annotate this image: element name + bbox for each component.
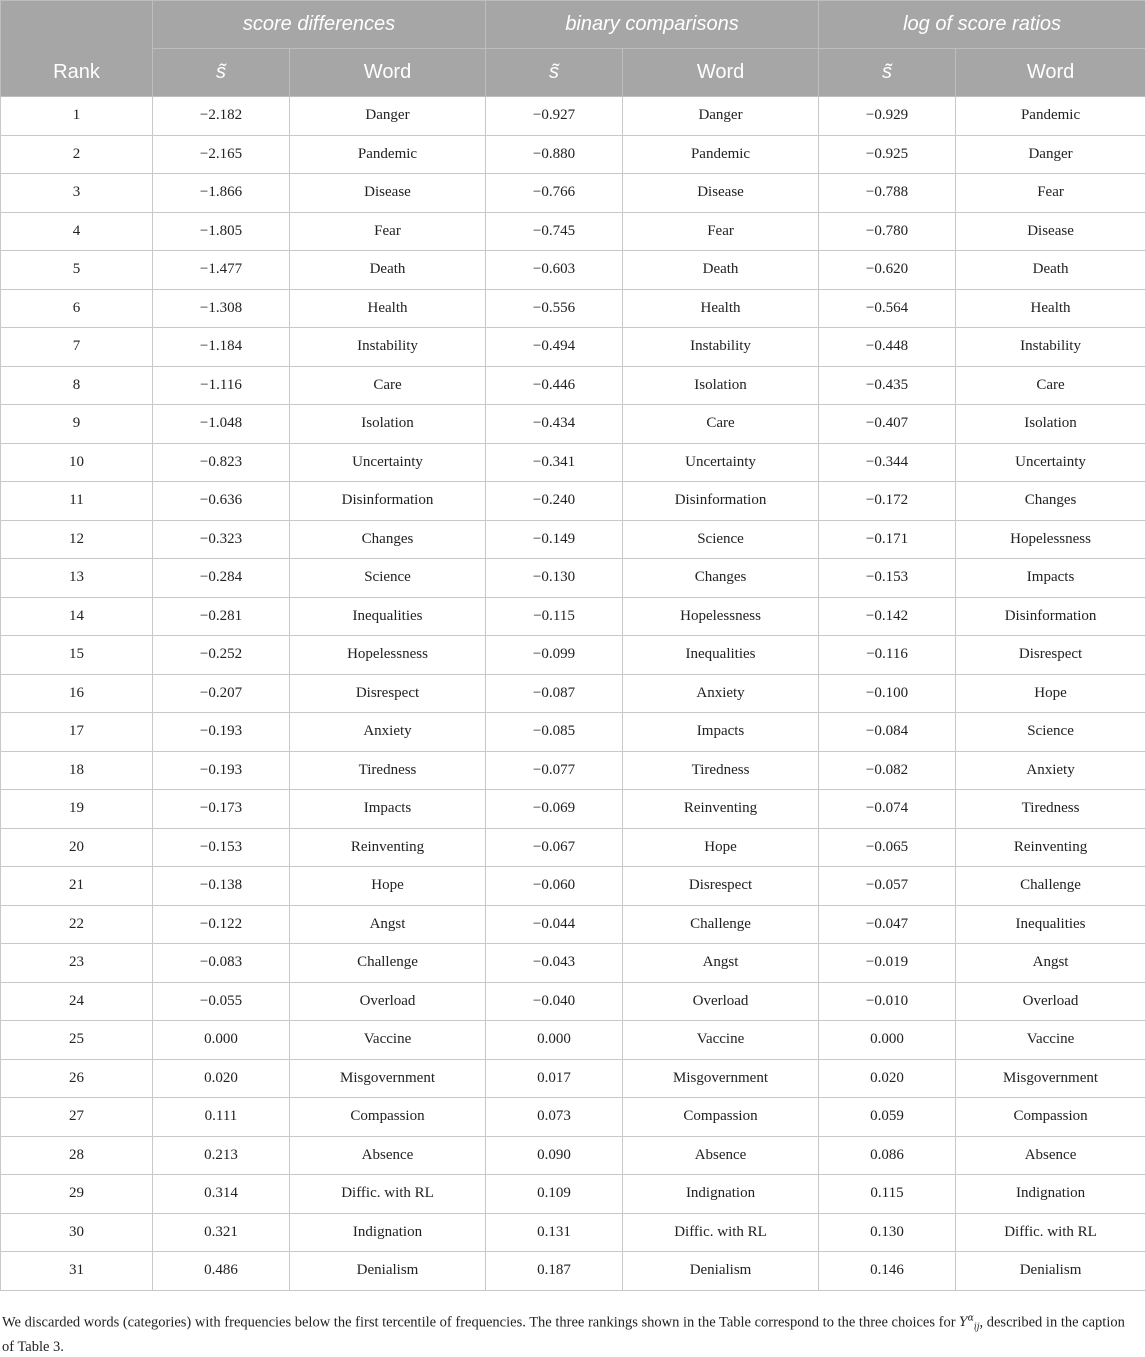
table-row — [1, 251, 1145, 290]
binary-value: −0.085 — [486, 713, 623, 752]
rank-cell: 18 — [1, 751, 153, 790]
rank-cell: 19 — [1, 790, 153, 829]
score-diff-word: Tiredness — [290, 751, 486, 790]
table-row — [1, 135, 1145, 174]
log-ratio-word: Fear — [956, 174, 1145, 213]
binary-word: Isolation — [623, 366, 819, 405]
score-diff-word: Disinformation — [290, 482, 486, 521]
log-ratio-value: 0.130 — [819, 1213, 956, 1252]
rank-cell: 26 — [1, 1059, 153, 1098]
log-ratio-word: Isolation — [956, 405, 1145, 444]
log-ratio-word: Danger — [956, 135, 1145, 174]
rank-cell: 3 — [1, 174, 153, 213]
binary-word: Anxiety — [623, 674, 819, 713]
log-ratio-value: −0.344 — [819, 443, 956, 482]
binary-value: −0.087 — [486, 674, 623, 713]
score-diff-word: Impacts — [290, 790, 486, 829]
table-row — [1, 289, 1145, 328]
binary-value: −0.115 — [486, 597, 623, 636]
log-ratio-word: Science — [956, 713, 1145, 752]
rank-cell: 9 — [1, 405, 153, 444]
binary-word: Care — [623, 405, 819, 444]
log-ratio-value: 0.020 — [819, 1059, 956, 1098]
log-ratio-value: −0.100 — [819, 674, 956, 713]
log-ratio-value: −0.082 — [819, 751, 956, 790]
score-diff-word: Disease — [290, 174, 486, 213]
log-ratio-value: −0.620 — [819, 251, 956, 290]
table-row — [1, 982, 1145, 1021]
table-row — [1, 867, 1145, 906]
footnote-text-start: We discarded words (categories) with frequencies below the first tercentile of frequencies. The three rankings shown in the Table correspond to the three choices for — [2, 1314, 959, 1330]
score-diff-value: −1.308 — [153, 289, 290, 328]
binary-word: Danger — [623, 97, 819, 136]
log-ratio-word: Inequalities — [956, 905, 1145, 944]
score-diff-value: −2.165 — [153, 135, 290, 174]
score-diff-word: Science — [290, 559, 486, 598]
log-ratio-value: −0.435 — [819, 366, 956, 405]
log-ratio-word: Health — [956, 289, 1145, 328]
binary-value: −0.044 — [486, 905, 623, 944]
log-ratio-value: −0.788 — [819, 174, 956, 213]
rank-cell: 23 — [1, 944, 153, 983]
header-corner — [1, 1, 153, 49]
binary-word: Reinventing — [623, 790, 819, 829]
binary-word: Fear — [623, 212, 819, 251]
score-diff-word: Angst — [290, 905, 486, 944]
score-column-header: s̃ — [153, 49, 290, 97]
table-row — [1, 328, 1145, 367]
word-column-header: Word — [956, 49, 1145, 97]
rank-cell: 27 — [1, 1098, 153, 1137]
log-ratio-word: Impacts — [956, 559, 1145, 598]
binary-value: −0.099 — [486, 636, 623, 675]
table-row — [1, 828, 1145, 867]
log-ratio-word: Angst — [956, 944, 1145, 983]
log-ratio-value: −0.153 — [819, 559, 956, 598]
binary-word: Disease — [623, 174, 819, 213]
score-diff-word: Overload — [290, 982, 486, 1021]
score-diff-word: Isolation — [290, 405, 486, 444]
table-row — [1, 597, 1145, 636]
binary-value: −0.060 — [486, 867, 623, 906]
math-symbol-superscript: α — [968, 1314, 974, 1324]
score-diff-word: Compassion — [290, 1098, 486, 1137]
log-ratio-value: 0.115 — [819, 1175, 956, 1214]
score-diff-value: −0.823 — [153, 443, 290, 482]
binary-word: Pandemic — [623, 135, 819, 174]
log-ratio-value: −0.047 — [819, 905, 956, 944]
score-diff-word: Challenge — [290, 944, 486, 983]
score-diff-word: Instability — [290, 328, 486, 367]
score-diff-word: Diffic. with RL — [290, 1175, 486, 1214]
log-ratio-word: Disease — [956, 212, 1145, 251]
table-row — [1, 1213, 1145, 1252]
binary-value: −0.927 — [486, 97, 623, 136]
table-row — [1, 212, 1145, 251]
log-ratio-word: Care — [956, 366, 1145, 405]
score-diff-value: −0.284 — [153, 559, 290, 598]
table-body — [1, 97, 1145, 1291]
binary-word: Diffic. with RL — [623, 1213, 819, 1252]
rank-cell: 11 — [1, 482, 153, 521]
binary-word: Health — [623, 289, 819, 328]
rank-column-header: Rank — [1, 49, 153, 97]
math-symbol-subscript: ij — [974, 1322, 980, 1332]
group-header-row — [1, 1, 1145, 49]
score-diff-value: 0.111 — [153, 1098, 290, 1137]
score-diff-value: 0.314 — [153, 1175, 290, 1214]
score-diff-value: 0.321 — [153, 1213, 290, 1252]
log-ratio-word: Death — [956, 251, 1145, 290]
rank-cell: 30 — [1, 1213, 153, 1252]
log-ratio-word: Tiredness — [956, 790, 1145, 829]
word-column-header: Word — [623, 49, 819, 97]
score-diff-word: Care — [290, 366, 486, 405]
score-diff-word: Danger — [290, 97, 486, 136]
binary-word: Inequalities — [623, 636, 819, 675]
binary-word: Death — [623, 251, 819, 290]
binary-value: −0.149 — [486, 520, 623, 559]
binary-value: 0.131 — [486, 1213, 623, 1252]
binary-value: −0.130 — [486, 559, 623, 598]
binary-word: Angst — [623, 944, 819, 983]
score-diff-value: 0.020 — [153, 1059, 290, 1098]
score-diff-word: Death — [290, 251, 486, 290]
log-ratio-word: Disrespect — [956, 636, 1145, 675]
binary-word: Indignation — [623, 1175, 819, 1214]
binary-word: Hope — [623, 828, 819, 867]
rank-cell: 2 — [1, 135, 153, 174]
log-ratio-value: −0.142 — [819, 597, 956, 636]
binary-value: −0.434 — [486, 405, 623, 444]
log-ratio-value: −0.929 — [819, 97, 956, 136]
score-diff-value: 0.000 — [153, 1021, 290, 1060]
binary-word: Hopelessness — [623, 597, 819, 636]
footnote-text-end: , described in the caption of Table 3. — [2, 1314, 1125, 1356]
table-row — [1, 944, 1145, 983]
rank-cell: 22 — [1, 905, 153, 944]
log-ratio-value: −0.084 — [819, 713, 956, 752]
score-diff-value: −0.281 — [153, 597, 290, 636]
table-row — [1, 174, 1145, 213]
log-ratio-value: 0.146 — [819, 1252, 956, 1291]
table-footnote — [2, 1309, 1140, 1357]
log-ratio-word: Reinventing — [956, 828, 1145, 867]
binary-word: Impacts — [623, 713, 819, 752]
score-diff-word: Vaccine — [290, 1021, 486, 1060]
rank-cell: 7 — [1, 328, 153, 367]
rank-cell: 8 — [1, 366, 153, 405]
log-ratio-word: Instability — [956, 328, 1145, 367]
score-diff-word: Changes — [290, 520, 486, 559]
binary-value: −0.880 — [486, 135, 623, 174]
log-ratio-word: Hope — [956, 674, 1145, 713]
rank-cell: 4 — [1, 212, 153, 251]
word-column-header: Word — [290, 49, 486, 97]
log-ratio-word: Vaccine — [956, 1021, 1145, 1060]
binary-value: −0.603 — [486, 251, 623, 290]
log-ratio-word: Anxiety — [956, 751, 1145, 790]
table-row — [1, 636, 1145, 675]
log-ratio-word: Diffic. with RL — [956, 1213, 1145, 1252]
binary-value: 0.090 — [486, 1136, 623, 1175]
score-diff-value: −1.116 — [153, 366, 290, 405]
table-row — [1, 905, 1145, 944]
score-diff-value: −0.323 — [153, 520, 290, 559]
log-ratio-value: −0.780 — [819, 212, 956, 251]
binary-word: Instability — [623, 328, 819, 367]
rank-cell: 28 — [1, 1136, 153, 1175]
score-diff-value: −0.122 — [153, 905, 290, 944]
log-ratio-word: Indignation — [956, 1175, 1145, 1214]
log-ratio-word: Compassion — [956, 1098, 1145, 1137]
binary-value: 0.017 — [486, 1059, 623, 1098]
binary-value: −0.040 — [486, 982, 623, 1021]
binary-value: −0.494 — [486, 328, 623, 367]
binary-word: Absence — [623, 1136, 819, 1175]
score-column-header: s̃ — [486, 49, 623, 97]
log-ratio-value: 0.086 — [819, 1136, 956, 1175]
score-column-header: s̃ — [819, 49, 956, 97]
math-symbol-base: Y — [959, 1315, 968, 1330]
binary-value: −0.240 — [486, 482, 623, 521]
score-diff-value: −1.048 — [153, 405, 290, 444]
binary-word: Tiredness — [623, 751, 819, 790]
log-ratio-word: Challenge — [956, 867, 1145, 906]
table-row — [1, 674, 1145, 713]
binary-word: Changes — [623, 559, 819, 598]
table-row — [1, 366, 1145, 405]
score-diff-value: −0.138 — [153, 867, 290, 906]
binary-value: −0.766 — [486, 174, 623, 213]
table-row — [1, 1175, 1145, 1214]
table-row — [1, 751, 1145, 790]
log-ratio-word: Overload — [956, 982, 1145, 1021]
table-row — [1, 559, 1145, 598]
log-ratio-word: Absence — [956, 1136, 1145, 1175]
table-row — [1, 1059, 1145, 1098]
rank-cell: 10 — [1, 443, 153, 482]
rank-cell: 15 — [1, 636, 153, 675]
score-diff-word: Misgovernment — [290, 1059, 486, 1098]
rank-cell: 21 — [1, 867, 153, 906]
rank-cell: 29 — [1, 1175, 153, 1214]
binary-value: 0.109 — [486, 1175, 623, 1214]
log-ratio-value: −0.172 — [819, 482, 956, 521]
binary-value: −0.556 — [486, 289, 623, 328]
binary-word: Disinformation — [623, 482, 819, 521]
score-diff-value: −0.173 — [153, 790, 290, 829]
log-ratio-value: −0.065 — [819, 828, 956, 867]
log-ratio-word: Hopelessness — [956, 520, 1145, 559]
score-diff-word: Fear — [290, 212, 486, 251]
log-ratio-word: Misgovernment — [956, 1059, 1145, 1098]
log-ratio-value: −0.171 — [819, 520, 956, 559]
score-diff-value: −0.193 — [153, 751, 290, 790]
score-diff-word: Uncertainty — [290, 443, 486, 482]
score-diff-value: −0.207 — [153, 674, 290, 713]
group-header-score-differences: score differences — [153, 1, 486, 49]
score-diff-value: −1.805 — [153, 212, 290, 251]
score-diff-value: −0.193 — [153, 713, 290, 752]
score-diff-word: Inequalities — [290, 597, 486, 636]
log-ratio-value: 0.059 — [819, 1098, 956, 1137]
binary-word: Overload — [623, 982, 819, 1021]
log-ratio-value: −0.925 — [819, 135, 956, 174]
table-header — [1, 1, 1145, 97]
log-ratio-word: Disinformation — [956, 597, 1145, 636]
binary-value: −0.446 — [486, 366, 623, 405]
score-diff-value: −2.182 — [153, 97, 290, 136]
table-row — [1, 1021, 1145, 1060]
score-diff-word: Pandemic — [290, 135, 486, 174]
binary-value: −0.067 — [486, 828, 623, 867]
binary-word: Science — [623, 520, 819, 559]
binary-value: −0.745 — [486, 212, 623, 251]
score-diff-word: Denialism — [290, 1252, 486, 1291]
table-row — [1, 1252, 1145, 1291]
binary-word: Uncertainty — [623, 443, 819, 482]
log-ratio-word: Pandemic — [956, 97, 1145, 136]
rank-cell: 31 — [1, 1252, 153, 1291]
rank-cell: 13 — [1, 559, 153, 598]
table-row — [1, 482, 1145, 521]
log-ratio-word: Denialism — [956, 1252, 1145, 1291]
table-row — [1, 713, 1145, 752]
score-diff-word: Hopelessness — [290, 636, 486, 675]
score-diff-value: −0.153 — [153, 828, 290, 867]
table-row — [1, 97, 1145, 136]
log-ratio-value: −0.116 — [819, 636, 956, 675]
binary-value: −0.069 — [486, 790, 623, 829]
binary-value: −0.077 — [486, 751, 623, 790]
binary-word: Vaccine — [623, 1021, 819, 1060]
score-diff-value: 0.213 — [153, 1136, 290, 1175]
binary-word: Denialism — [623, 1252, 819, 1291]
column-header-row — [1, 49, 1145, 97]
score-diff-value: −0.252 — [153, 636, 290, 675]
log-ratio-value: −0.019 — [819, 944, 956, 983]
binary-word: Disrespect — [623, 867, 819, 906]
table-row — [1, 1098, 1145, 1137]
score-diff-value: −0.083 — [153, 944, 290, 983]
score-diff-value: −0.636 — [153, 482, 290, 521]
rank-cell: 12 — [1, 520, 153, 559]
rank-cell: 6 — [1, 289, 153, 328]
score-diff-value: −1.184 — [153, 328, 290, 367]
score-diff-value: 0.486 — [153, 1252, 290, 1291]
binary-value: 0.000 — [486, 1021, 623, 1060]
math-symbol — [959, 1315, 979, 1330]
log-ratio-value: −0.448 — [819, 328, 956, 367]
table-row — [1, 405, 1145, 444]
rank-cell: 17 — [1, 713, 153, 752]
score-diff-value: −1.477 — [153, 251, 290, 290]
log-ratio-value: −0.564 — [819, 289, 956, 328]
binary-word: Misgovernment — [623, 1059, 819, 1098]
score-diff-value: −0.055 — [153, 982, 290, 1021]
score-diff-word: Absence — [290, 1136, 486, 1175]
rank-cell: 5 — [1, 251, 153, 290]
binary-value: 0.073 — [486, 1098, 623, 1137]
log-ratio-value: −0.057 — [819, 867, 956, 906]
rank-cell: 16 — [1, 674, 153, 713]
table-row — [1, 520, 1145, 559]
rank-cell: 24 — [1, 982, 153, 1021]
binary-word: Compassion — [623, 1098, 819, 1137]
log-ratio-word: Uncertainty — [956, 443, 1145, 482]
binary-word: Challenge — [623, 905, 819, 944]
log-ratio-value: −0.407 — [819, 405, 956, 444]
rank-cell: 25 — [1, 1021, 153, 1060]
score-diff-word: Anxiety — [290, 713, 486, 752]
table-row — [1, 443, 1145, 482]
score-diff-word: Health — [290, 289, 486, 328]
score-diff-value: −1.866 — [153, 174, 290, 213]
rank-cell: 20 — [1, 828, 153, 867]
log-ratio-word: Changes — [956, 482, 1145, 521]
rank-cell: 14 — [1, 597, 153, 636]
table-row — [1, 1136, 1145, 1175]
score-diff-word: Reinventing — [290, 828, 486, 867]
score-diff-word: Indignation — [290, 1213, 486, 1252]
binary-value: 0.187 — [486, 1252, 623, 1291]
log-ratio-value: −0.010 — [819, 982, 956, 1021]
table-row — [1, 790, 1145, 829]
binary-value: −0.341 — [486, 443, 623, 482]
score-diff-word: Disrespect — [290, 674, 486, 713]
log-ratio-value: 0.000 — [819, 1021, 956, 1060]
group-header-binary-comparisons: binary comparisons — [486, 1, 819, 49]
binary-value: −0.043 — [486, 944, 623, 983]
log-ratio-value: −0.074 — [819, 790, 956, 829]
group-header-log-score-ratios: log of score ratios — [819, 1, 1145, 49]
rank-cell: 1 — [1, 97, 153, 136]
score-diff-word: Hope — [290, 867, 486, 906]
